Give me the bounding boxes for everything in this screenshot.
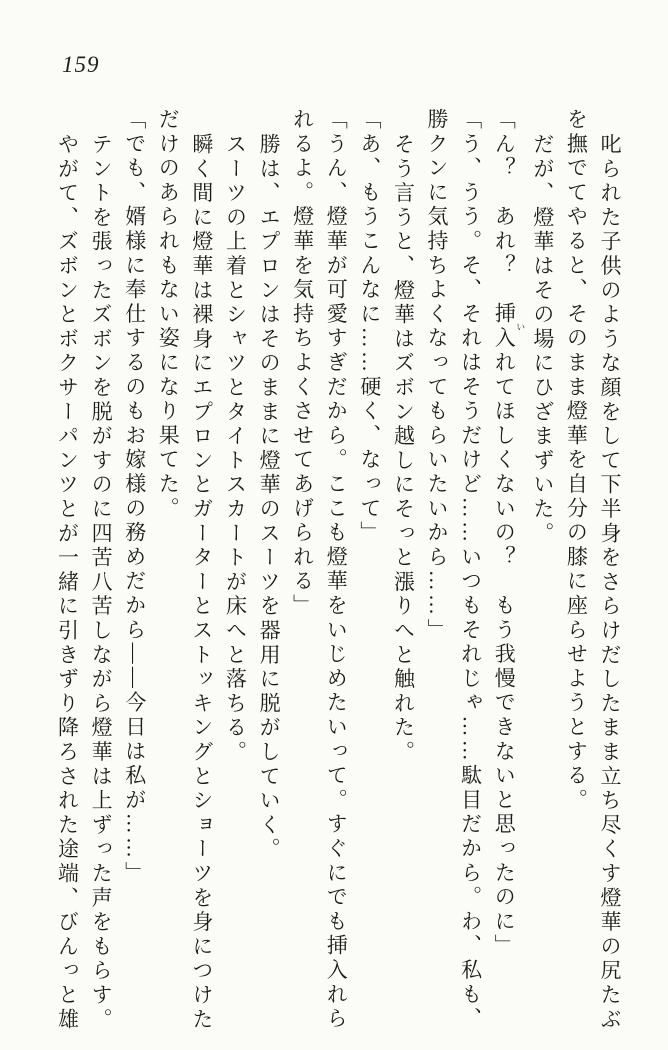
text-column: を撫でてやると、そのまま燈華を自分の膝に座らせようとする。 <box>564 108 589 813</box>
text-column-with-furigana <box>487 108 526 1040</box>
text-segment: 「ん？ あれ？ <box>492 108 517 303</box>
text-column: 「うん、燈華が可愛すぎだから。ここも燈華をいじめたいって。すぐにでも挿入れら <box>324 108 349 1032</box>
text-column: 瞬く間に燈華は裸身にエプロンとガーターとストッキングとショーツを身につけた <box>189 133 214 1033</box>
text-column: 勝は、エプロンはそのままに燈華のスーツを器用に脱がしていく。 <box>257 133 282 862</box>
ruby-text: い <box>515 302 526 351</box>
text-column: やがて、ズボンとボクサーパンツとが一緒に引きずり降ろされた途端、びんっと雄 <box>55 133 80 1033</box>
text-column: れるよ。燈華を気持ちよくさせてあげられる」 <box>290 108 315 619</box>
text-segment: れてほしくないの？ もう我慢できないと思ったのに」 <box>492 351 517 959</box>
text-column: 「う、うう。そ、それはそうだけど……いつもそれじゃ……駄目だから。わ、私も、 <box>458 108 483 1032</box>
text-column: 「あ、もうこんなに……硬く、なって」 <box>357 108 382 546</box>
text-column: 勝クンに気持ちよくなってもらいたいから……」 <box>425 108 450 643</box>
text-column: 「でも、婿様に奉仕するのもお嫁様の務めだから――今日は私が……」 <box>122 108 147 886</box>
text-column: 叱られた子供のような顔をして下半身をさらけだしたまま立ち尽くす燈華の尻たぶ <box>598 133 622 1033</box>
page-text-body <box>54 108 626 1040</box>
furigana-ruby <box>492 302 526 352</box>
ruby-base: 挿入 <box>492 302 517 352</box>
text-column: テントを張ったズボンを脱がすのに四苦八苦しながら燈華は上ずった声をもらす。 <box>89 133 114 1033</box>
text-column: そう言うと、燈華はズボン越しにそっと漲りへと触れた。 <box>391 133 416 765</box>
text-column: だけのあられもない姿になり果てた。 <box>156 108 181 522</box>
text-column: スーツの上着とシャツとタイトスカートが床へと落ちる。 <box>223 133 248 765</box>
page-number: 159 <box>62 52 100 77</box>
text-column: だが、燈華はその場にひざまずいた。 <box>530 133 555 547</box>
